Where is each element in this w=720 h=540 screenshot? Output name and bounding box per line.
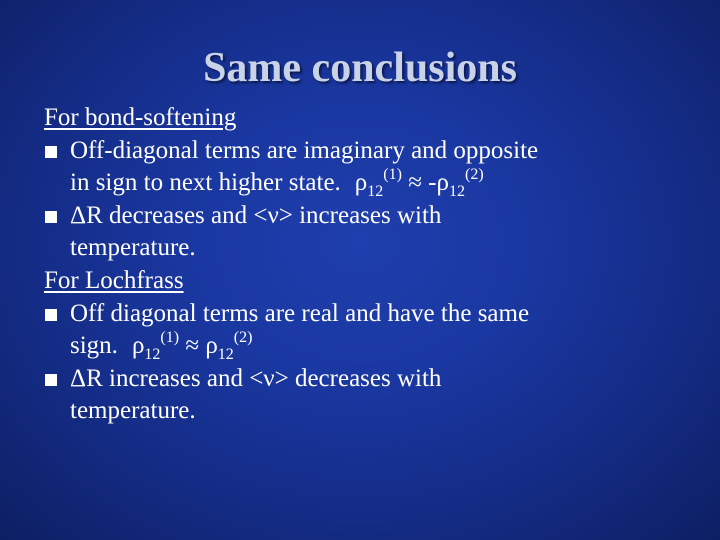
bullet-off-diagonal-real: [44, 298, 704, 363]
formula-rhs-superscript: (2): [464, 166, 484, 184]
square-bullet-icon: [45, 211, 57, 223]
bullet-text-line-with-formula: [70, 330, 704, 363]
square-bullet-icon: [45, 309, 57, 321]
slide-title: Same conclusions: [203, 45, 517, 91]
bullet-text: in sign to next higher state.: [70, 169, 341, 197]
formula-lhs-subscript: 12: [144, 346, 161, 364]
square-bullet-icon: [45, 374, 57, 386]
bullet-text-line: ΔR decreases and <ν> increases with: [70, 201, 442, 229]
formula-rhs-superscript: (2): [233, 329, 253, 347]
bullet-text-line-with-formula: [70, 167, 704, 200]
formula-rhs-symbol: ρ: [205, 332, 218, 360]
formula-lhs-subscript: 12: [367, 183, 384, 201]
bullet-off-diagonal-imaginary: [44, 135, 704, 200]
formula-lhs-superscript: (1): [160, 329, 180, 347]
bullet-delta-r-increases: [44, 363, 704, 428]
bullet-text-line: Off diagonal terms are real and have the same: [70, 299, 530, 327]
bullet-text-line: temperature.: [70, 397, 196, 425]
bullet-text-line: ΔR increases and <ν> decreases with: [70, 364, 442, 392]
formula-lhs-symbol: ρ: [354, 169, 368, 197]
formula-approx-symbol: ≈: [408, 169, 422, 197]
formula-rhs-subscript: 12: [448, 183, 465, 201]
section-heading-bond-softening: For bond-softening: [44, 104, 237, 131]
bullet-text-line: Off-diagonal terms are imaginary and opposite: [70, 136, 539, 164]
bullet-text: sign.: [70, 332, 118, 360]
square-bullet-icon: [45, 146, 57, 158]
formula-rhs-symbol: -ρ: [428, 169, 449, 197]
formula-rhs-subscript: 12: [217, 346, 234, 364]
slide-body: [44, 102, 704, 428]
formula-approx-symbol: ≈: [185, 332, 200, 360]
formula-rho-relation: [354, 166, 484, 201]
bullet-text-line: temperature.: [70, 234, 196, 262]
formula-rho-relation: [131, 329, 253, 364]
formula-lhs-symbol: ρ: [131, 332, 145, 360]
formula-lhs-superscript: (1): [383, 166, 402, 184]
bullet-delta-r-decreases: [44, 200, 704, 265]
section-heading-lochfrass: For Lochfrass: [44, 266, 184, 294]
